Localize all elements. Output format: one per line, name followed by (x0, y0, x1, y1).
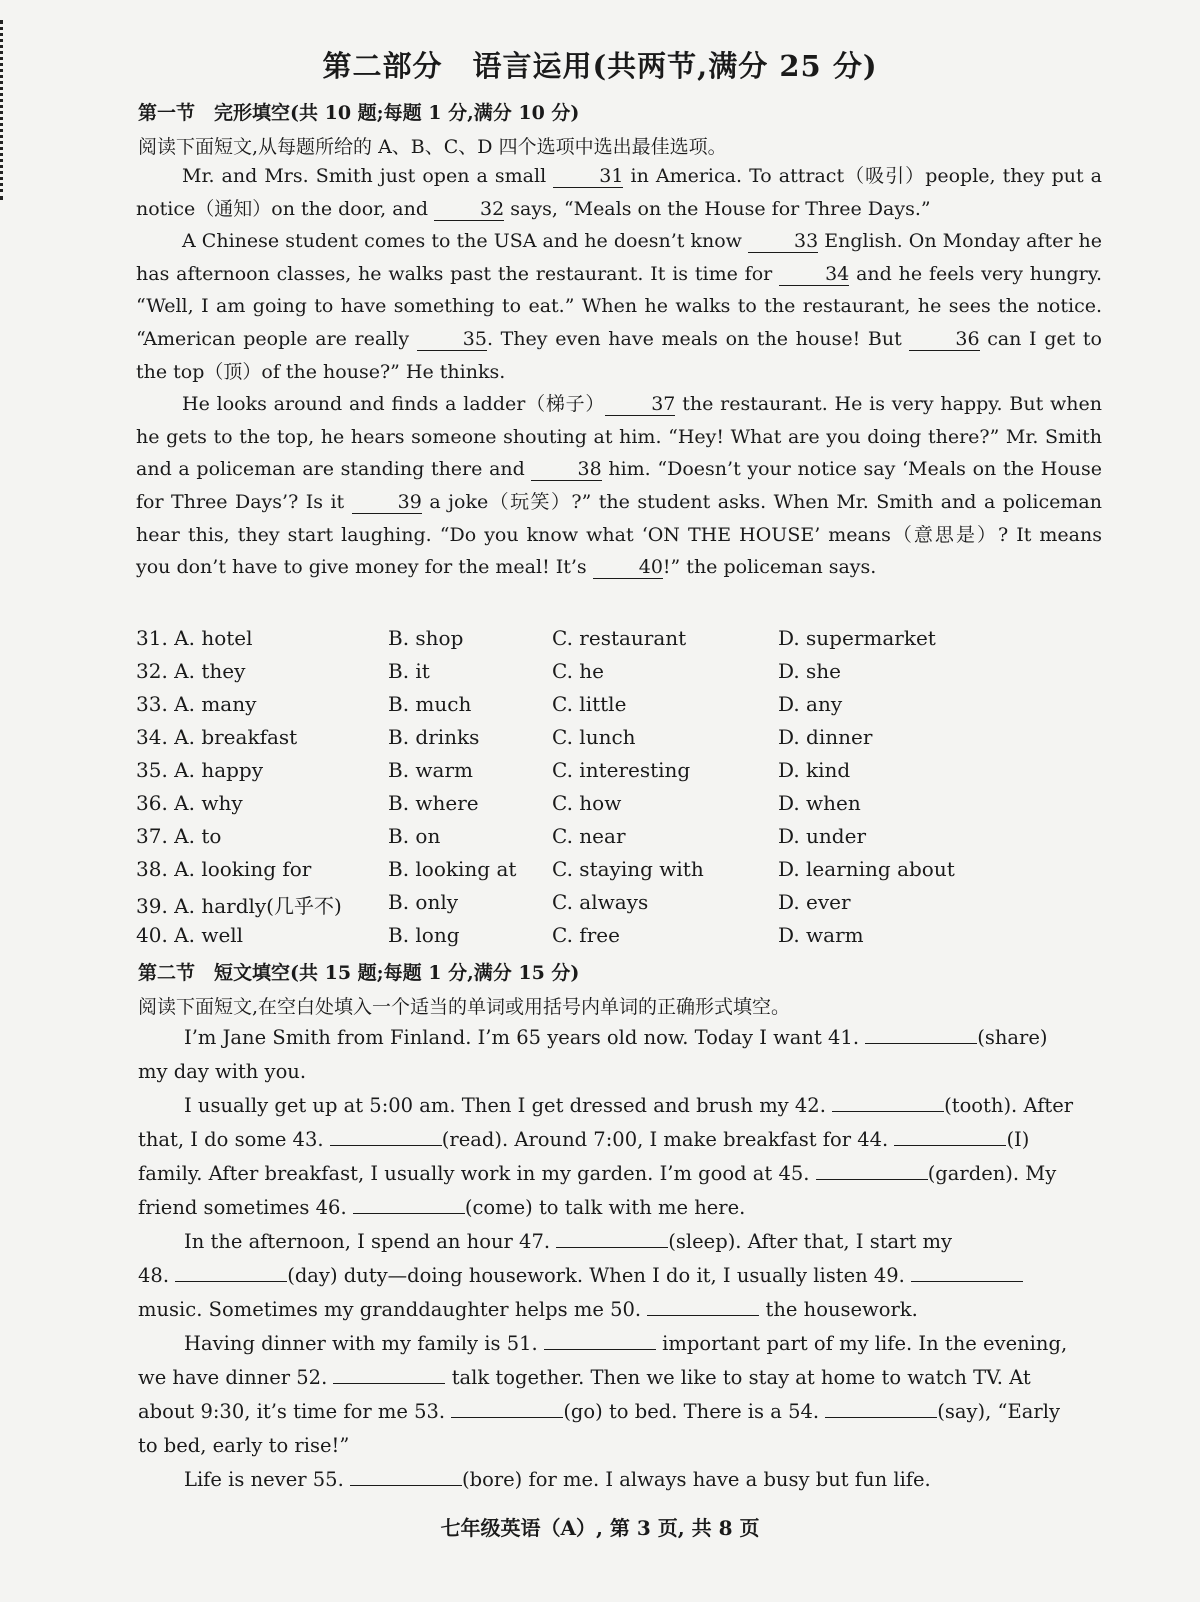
option-c[interactable]: C. how (552, 791, 622, 815)
text: says, “Meals on the House for Three Days.” (504, 197, 931, 220)
blank-31: 31 (553, 165, 623, 188)
option-row-36 (136, 791, 1096, 824)
section2-instruction: 阅读下面短文,在空白处填入一个适当的单词或用括号内单词的正确形式填空。 (138, 996, 791, 1018)
blank-40: 40 (593, 556, 663, 579)
blank-34: 34 (779, 263, 849, 286)
blank-43[interactable] (330, 1129, 442, 1146)
option-b[interactable]: B. shop (388, 626, 464, 650)
option-b[interactable]: B. looking at (388, 857, 517, 881)
option-a[interactable]: 39. A. hardly(几乎不) (136, 894, 342, 918)
text: Having dinner with my family is 51. (184, 1332, 538, 1355)
text: I usually get up at 5:00 am. Then I get dressed and brush my 42. (184, 1094, 826, 1117)
fill-line-41 (184, 1026, 1048, 1049)
text: the restaurant. He is very happy. But when he gets to the top, he hears someone shouting at him. “Hey! What are you doing there?” Mr. Smith and a policeman are standing there and (136, 393, 1102, 481)
option-d[interactable]: D. learning about (778, 857, 955, 881)
blank-47[interactable] (556, 1231, 668, 1248)
option-c[interactable]: C. free (552, 923, 620, 947)
fill-line-47 (184, 1230, 952, 1253)
text: I’m Jane Smith from Finland. I’m 65 years old now. Today I want 41. (184, 1026, 860, 1049)
blank-39: 39 (352, 491, 422, 514)
option-row-31 (136, 626, 1096, 659)
option-b[interactable]: B. long (388, 923, 460, 947)
text: (garden). My (927, 1162, 1057, 1185)
fill-line (138, 1434, 349, 1457)
blank-55[interactable] (350, 1469, 462, 1486)
text: 48. (138, 1264, 170, 1287)
blank-48[interactable] (175, 1265, 287, 1282)
blank-41[interactable] (865, 1027, 977, 1044)
option-row-38 (136, 857, 1096, 890)
text: (share) (977, 1026, 1048, 1049)
option-row-35 (136, 758, 1096, 791)
text: talk together. Then we like to stay at home to watch TV. At (451, 1366, 1031, 1389)
fill-line-48-49 (138, 1264, 1023, 1287)
text: (say), “Early (937, 1400, 1060, 1423)
blank-38: 38 (531, 458, 601, 481)
option-d[interactable]: D. warm (778, 923, 864, 947)
blank-50[interactable] (647, 1299, 759, 1316)
option-c[interactable]: C. interesting (552, 758, 691, 782)
fill-line-42 (184, 1094, 1073, 1117)
cloze-paragraph-1 (136, 160, 1102, 225)
text: (sleep). After that, I start my (668, 1230, 953, 1253)
blank-49[interactable] (911, 1265, 1023, 1282)
option-d[interactable]: D. she (778, 659, 842, 683)
option-b[interactable]: B. warm (388, 758, 473, 782)
option-c[interactable]: C. always (552, 890, 649, 914)
option-a[interactable]: 38. A. looking for (136, 857, 312, 881)
text: about 9:30, it’s time for me 53. (138, 1400, 446, 1423)
text: a joke（玩笑）?” the student asks. When Mr. Smith and a policeman hear this, they start laughing. “Do you know what ‘ON THE HOUSE’ means（意思是）? It means you don’t have to give money for the meal! It’s (136, 490, 1102, 579)
text: can I get to the top（顶）of the house?” He thinks. (136, 327, 1102, 383)
text: In the afternoon, I spend an hour 47. (184, 1230, 551, 1253)
text: in America. To attract（吸引）people, they put a notice（通知）on the door, and (136, 165, 1102, 220)
fill-line-43-44 (138, 1128, 1029, 1151)
blank-32: 32 (434, 198, 504, 221)
section1-instruction: 阅读下面短文,从每题所给的 A、B、C、D 四个选项中选出最佳选项。 (138, 136, 727, 158)
text: He looks around and finds a ladder（梯子） (182, 393, 606, 416)
page-footer: 七年级英语（A）, 第 3 页, 共 8 页 (440, 1516, 760, 1540)
option-c[interactable]: C. lunch (552, 725, 636, 749)
option-c[interactable]: C. near (552, 824, 626, 848)
fill-line-50 (138, 1298, 918, 1321)
blank-44[interactable] (894, 1129, 1006, 1146)
text: (tooth). After (944, 1094, 1074, 1117)
cloze-passage (136, 160, 1102, 584)
option-b[interactable]: B. drinks (388, 725, 480, 749)
option-d[interactable]: D. under (778, 824, 866, 848)
fill-line-55 (184, 1468, 931, 1491)
option-a[interactable]: 35. A. happy (136, 758, 264, 782)
text: English. On Monday after he has afternoon classes, he walks past the restaurant. It is time for (136, 230, 1102, 285)
option-b[interactable]: B. it (388, 659, 430, 683)
option-d[interactable]: D. supermarket (778, 626, 936, 650)
text: . They even have meals on the house! But (486, 327, 910, 350)
option-d[interactable]: D. when (778, 791, 861, 815)
blank-46[interactable] (353, 1197, 465, 1214)
fill-line-53-54 (138, 1400, 1060, 1423)
fill-line-46 (138, 1196, 745, 1219)
option-b[interactable]: B. much (388, 692, 472, 716)
option-row-32 (136, 659, 1096, 692)
blank-45[interactable] (816, 1163, 928, 1180)
option-c[interactable]: C. little (552, 692, 627, 716)
part-title: 第二部分 语言运用(共两节,满分 25 分) (322, 49, 878, 83)
text: (come) to talk with me here. (464, 1196, 746, 1219)
option-a[interactable]: 37. A. to (136, 824, 222, 848)
text: music. Sometimes my granddaughter helps me 50. (138, 1298, 642, 1321)
section1-heading: 第一节 完形填空(共 10 题;每题 1 分,满分 10 分) (138, 102, 580, 124)
text: (go) to bed. There is a 54. (563, 1400, 820, 1423)
option-row-39 (136, 890, 1096, 923)
option-b[interactable]: B. only (388, 890, 459, 914)
text: (day) duty—doing housework. When I do it, I usually listen 49. (287, 1264, 905, 1287)
option-d[interactable]: D. dinner (778, 725, 873, 749)
option-c[interactable]: C. restaurant (552, 626, 687, 650)
blank-35: 35 (417, 328, 487, 351)
option-c[interactable]: C. he (552, 659, 605, 683)
blank-36: 36 (909, 328, 979, 351)
text: (read). Around 7:00, I make breakfast for 44. (441, 1128, 889, 1151)
option-row-34 (136, 725, 1096, 758)
text: to bed, early to rise!” (138, 1434, 350, 1457)
fill-line-51 (184, 1332, 1067, 1355)
text: family. After breakfast, I usually work in my garden. I’m good at 45. (138, 1162, 810, 1185)
fill-line-52 (138, 1366, 1031, 1389)
option-a[interactable]: 31. A. hotel (136, 626, 253, 650)
text: Mr. and Mrs. Smith just open a small (182, 165, 554, 187)
option-d[interactable]: D. ever (778, 890, 851, 914)
text: we have dinner 52. (138, 1366, 328, 1389)
blank-53[interactable] (451, 1401, 563, 1418)
text: important part of my life. In the evening, (662, 1332, 1068, 1355)
fill-line (138, 1060, 306, 1083)
blank-52[interactable] (333, 1367, 445, 1384)
option-row-40 (136, 923, 1096, 956)
option-row-33 (136, 692, 1096, 725)
option-a[interactable]: 34. A. breakfast (136, 725, 298, 749)
option-d[interactable]: D. kind (778, 758, 851, 782)
cloze-paragraph-2 (136, 225, 1102, 388)
text: him. “Doesn’t your notice say ‘Meals on the House for Three Days’? Is it (136, 458, 1102, 513)
blank-42[interactable] (832, 1095, 944, 1112)
blank-37: 37 (605, 393, 675, 416)
blank-54[interactable] (825, 1401, 937, 1418)
text: the housework. (765, 1298, 918, 1321)
text: and he feels very hungry. “Well, I am going to have something to eat.” When he walks to the restaurant, he sees the notice. “American people are really (136, 262, 1102, 350)
text: !” the policeman says. (662, 556, 877, 579)
option-c[interactable]: C. staying with (552, 857, 704, 881)
blank-33: 33 (748, 230, 818, 253)
text: (bore) for me. I always have a busy but fun life. (461, 1468, 931, 1491)
text: friend sometimes 46. (138, 1196, 347, 1219)
option-b[interactable]: B. where (388, 791, 479, 815)
option-a[interactable]: 32. A. they (136, 659, 246, 683)
option-d[interactable]: D. any (778, 692, 843, 716)
option-a[interactable]: 36. A. why (136, 791, 243, 815)
text: (I) (1006, 1128, 1030, 1151)
option-b[interactable]: B. on (388, 824, 441, 848)
option-a[interactable]: 33. A. many (136, 692, 257, 716)
option-row-37 (136, 824, 1096, 857)
text: that, I do some 43. (138, 1128, 324, 1151)
text: my day with you. (138, 1060, 307, 1083)
blank-51[interactable] (544, 1333, 656, 1350)
cloze-paragraph-3 (136, 388, 1102, 584)
text: Life is never 55. (184, 1468, 344, 1491)
fill-line-45 (138, 1162, 1056, 1185)
text: A Chinese student comes to the USA and he doesn’t know (182, 230, 748, 253)
section2-heading: 第二节 短文填空(共 15 题;每题 1 分,满分 15 分) (138, 962, 580, 984)
option-a[interactable]: 40. A. well (136, 923, 244, 947)
